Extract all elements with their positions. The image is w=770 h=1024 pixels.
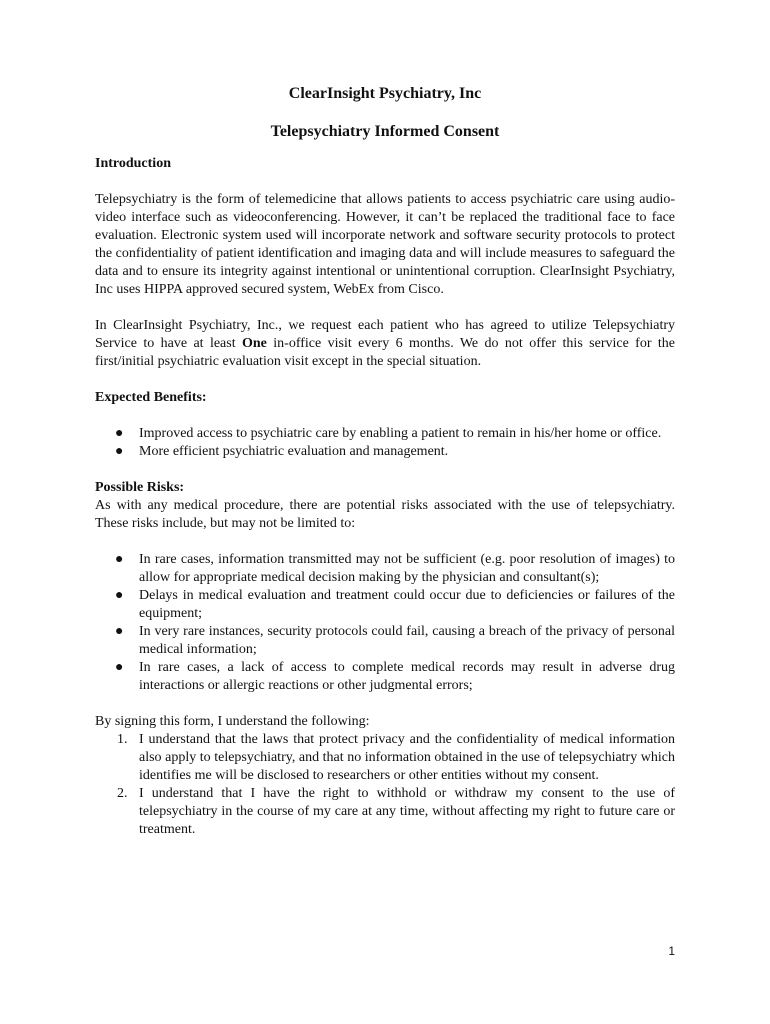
policy-text-emphasis: One [242,336,267,351]
benefit-item [115,443,675,461]
understandings-list [95,731,675,839]
signing-intro: By signing this form, I understand the following: [95,714,370,729]
risk-item [115,587,675,623]
risk-text: In very rare instances, security protocols could fail, causing a breach of the privacy of personal medical information; [139,624,675,657]
introduction-heading: Introduction [95,156,171,171]
risks-intro: As with any medical procedure, there are potential risks associated with the use of telepsychiatry. These risks include, but may not be limited to: [95,498,675,531]
risk-text: Delays in medical evaluation and treatment could occur due to deficiencies or failures of the equipment; [139,588,675,621]
introduction-paragraph: Telepsychiatry is the form of telemedicine that allows patients to access psychiatric care using audio-video interface such as videoconferencing. However, it can’t be replaced the traditional face to face evaluation. Electronic system used will incorporate network and software security protocols to protect the confidentiality of patient identification and imaging data and will include measures to safeguard the data and to ensure its integrity against intentional or unintentional corruption. ClearInsight Psychiatry, Inc uses HIPPA approved secured system, WebEx from Cisco. [95,192,675,297]
risks-heading: Possible Risks: [95,480,185,495]
benefits-heading: Expected Benefits: [95,390,207,405]
item-number: 2. [117,786,128,801]
bullet-icon: ● [115,588,124,603]
benefit-item [115,425,675,443]
risk-item [115,623,675,659]
bullet-icon: ● [115,660,124,675]
policy-paragraph [95,317,675,371]
understanding-text: I understand that I have the right to withhold or withdraw my consent to the use of telepsychiatry in the course of my care at any time, without affecting my right to future care or treatment. [139,786,675,837]
organization-title: ClearInsight Psychiatry, Inc [288,85,482,102]
risk-text: In rare cases, a lack of access to complete medical records may result in adverse drug interactions or allergic reactions or other judgmental errors; [139,660,675,693]
benefits-list [95,425,675,461]
policy-text-after: in-office visit every 6 months. We do not offer this service for the first/initial psychiatric evaluation visit except in the special situation. [95,336,675,369]
understanding-text: I understand that the laws that protect privacy and the confidentiality of medical information also apply to telepsychiatry, and that no information obtained in the use of telepsychiatry which identifies me will be disclosed to researchers or other entities without my consent. [139,732,675,783]
benefit-text: More efficient psychiatric evaluation and management. [139,444,449,459]
form-title: Telepsychiatry Informed Consent [270,123,500,140]
risk-item [115,551,675,587]
item-number: 1. [117,732,128,747]
risks-list [95,551,675,695]
risk-item [115,659,675,695]
policy-text-before: In ClearInsight Psychiatry, Inc., we request each patient who has agreed to utilize Telepsychiatry Service to have at least [95,318,675,351]
page-number: 1 [668,944,675,958]
understanding-item [117,785,675,839]
risk-text: In rare cases, information transmitted may not be sufficient (e.g. poor resolution of images) to allow for appropriate medical decision making by the physician and consultant(s); [139,552,675,585]
bullet-icon: ● [115,444,124,459]
bullet-icon: ● [115,552,124,567]
understanding-item [117,731,675,785]
benefit-text: Improved access to psychiatric care by enabling a patient to remain in his/her home or office. [139,426,662,441]
bullet-icon: ● [115,426,124,441]
bullet-icon: ● [115,624,124,639]
